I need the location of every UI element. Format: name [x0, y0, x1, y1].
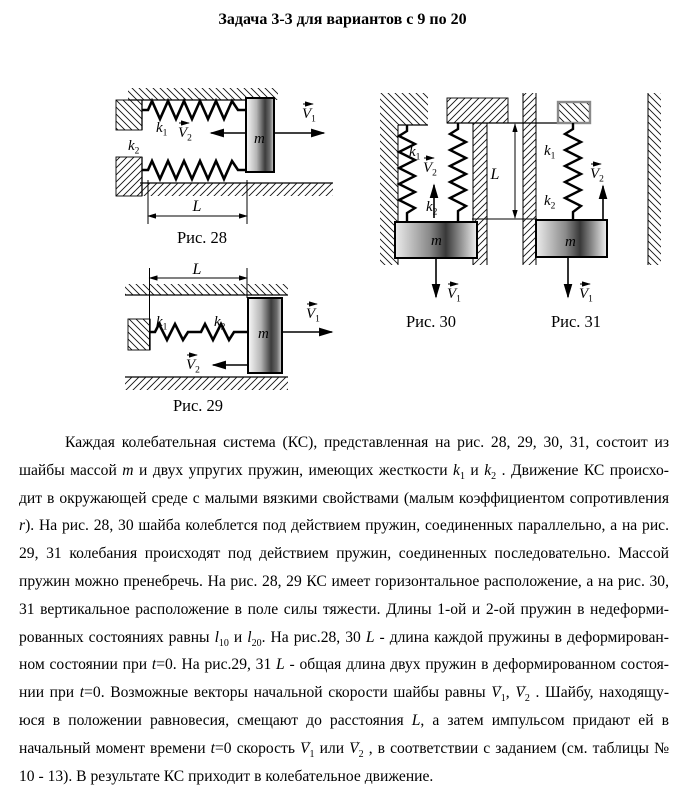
spring-k1-k2	[565, 123, 581, 220]
text-line: 29, 31 колебания происходят под действием пружин, соединенных последовательно. Массой	[19, 545, 669, 563]
spring-k1	[142, 101, 246, 119]
text-line: пружин можно пренебречь. На рис. 28, 29 КС имеет горизонтальное расположение, а на рис. 30,	[19, 572, 669, 590]
text-line: ном состоянии при t=0. На рис.29, 31 L - общая длина двух пружин в деформированном состоя-	[19, 656, 669, 674]
k2-label: $k_2$	[128, 138, 140, 157]
right-wall-hatch	[648, 93, 661, 265]
figure-29-diagram	[100, 262, 345, 417]
mass-label: m	[258, 326, 269, 342]
text-line: 10 - 13). В результате КС приходит в колебательное движение.	[19, 767, 434, 785]
v1-label: $V_1$	[306, 306, 320, 325]
text-line: нии при t=0. Возможные векторы начальной скорости шайбы равны $V \to_1$, $V \to_2$ . Шайбу, находящу-	[19, 679, 669, 707]
spring-k2	[450, 123, 466, 222]
text-line: r). На рис. 28, 30 шайба колеблется под действием пружин, соединенных параллельно, а на рис.	[19, 517, 669, 535]
v2-label: $V_2$	[178, 125, 192, 144]
k1-label: $k_1$	[156, 314, 168, 333]
k2-label: $k_2$	[214, 314, 226, 333]
figure-caption: Рис. 31	[550, 312, 602, 331]
wall-block	[128, 319, 150, 350]
text-line: рованных состояниях равны $l_{10}$ и $l_{20}$. На рис.28, 30 L - длина каждой пружины в деформирован-	[19, 628, 669, 649]
floor-hatch	[125, 377, 288, 390]
figure-caption: Рис. 29	[172, 396, 224, 415]
k2-label: $k_2$	[426, 199, 438, 218]
text-line: начальный момент времени t=0 скорость $V \to_1$ или $V \to_2$ , в соответствии с заданием (см. таблицы №	[19, 735, 669, 763]
length-label: L	[192, 262, 202, 278]
v1-label: $V_1$	[447, 286, 461, 305]
left-wall-hatch	[523, 93, 536, 265]
mass-label: m	[565, 234, 576, 250]
text-line: 31 вертикальное расположение в поле силы тяжести. Длины 1-ой и 2-ой пружин в недеформи-	[19, 600, 669, 618]
text-line: шайбы массой m и двух упругих пружин, имеющих жесткости $k_1$ и $k_2$ . Движение КС происхо-	[19, 461, 669, 482]
mass-label: m	[431, 233, 442, 249]
v2-label: $V_2$	[590, 166, 604, 185]
page-title: Задача 3-3 для вариантов с 9 по 20	[218, 11, 467, 28]
text-line: дит в окружающей среде с малыми вязкими свойствами (малым коэффициентом сопротивления	[19, 489, 669, 507]
k2-label: $k_2$	[544, 193, 556, 212]
k1-label: $k_1$	[409, 144, 421, 163]
figure-caption: Рис. 28	[176, 228, 228, 247]
problem-text	[19, 429, 669, 790]
ceiling-block-left	[380, 93, 428, 125]
text-line: Каждая колебательная система (КС), представленная на рис. 28, 29, 30, 31, состоит из	[65, 434, 669, 451]
length-label: L	[192, 198, 202, 215]
k1-label: $k_1$	[544, 143, 556, 162]
length-label: L	[490, 166, 500, 183]
k1-label: $k_1$	[156, 120, 168, 139]
ceiling-anchor-block	[558, 102, 590, 123]
wall-block-upper	[116, 100, 142, 130]
v1-label: $V_1$	[579, 286, 593, 305]
ceiling-hatch	[125, 284, 288, 295]
v2-label: $V_2$	[186, 357, 200, 376]
v2-label: $V_2$	[423, 160, 437, 179]
spring-k1	[399, 125, 415, 222]
spring-k2	[142, 161, 246, 179]
floor-hatch	[140, 183, 333, 196]
mass-label: m	[254, 131, 265, 147]
text-line: юся в положении равновесия, смещают до расстояния L, а затем импульсом придают ей в	[19, 711, 669, 729]
figure-28-diagram	[108, 85, 338, 260]
v1-label: $V_1$	[302, 106, 316, 125]
wall-block-lower	[116, 157, 142, 196]
figure-caption: Рис. 30	[405, 312, 457, 331]
ceiling-block-right	[447, 98, 508, 123]
figure-30-31-diagram	[373, 85, 673, 335]
